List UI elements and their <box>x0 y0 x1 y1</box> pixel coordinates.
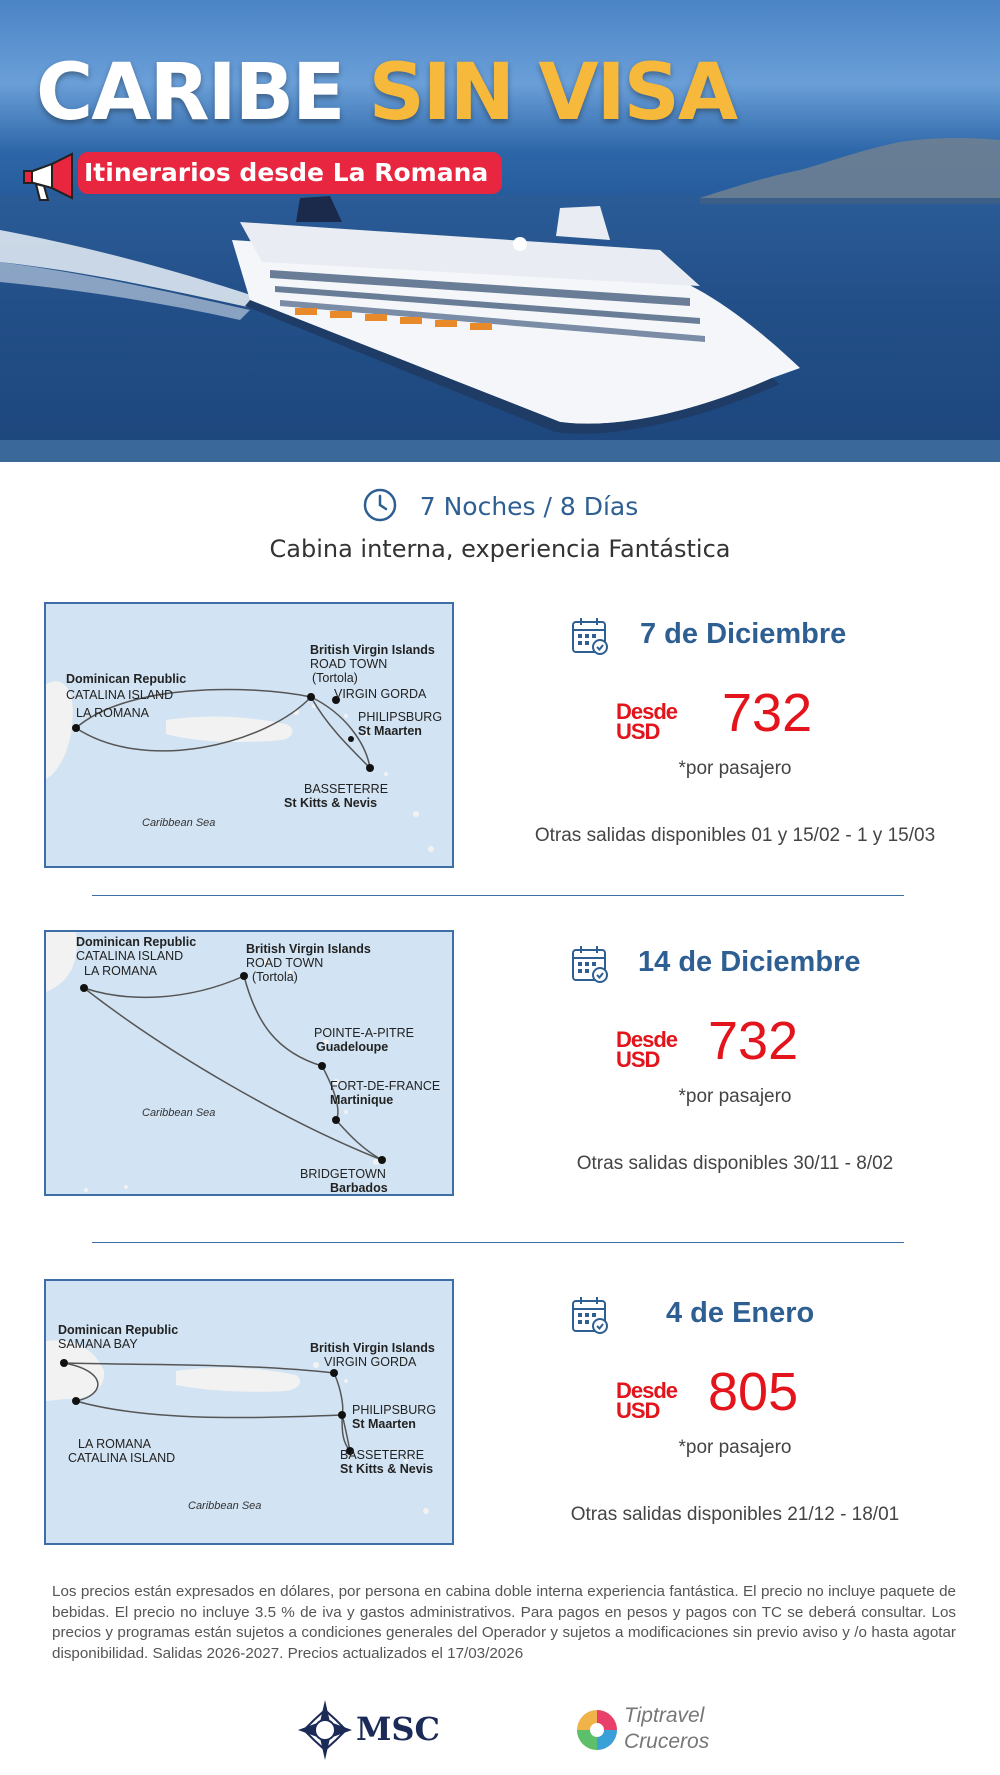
desde-label: Desde <box>616 699 678 724</box>
map2-label-fort-de-france: FORT-DE-FRANCE <box>330 1079 441 1093</box>
desde-label: Desde <box>616 1378 678 1403</box>
trip-1-other-departures: Otras salidas disponibles 01 y 15/02 - 1 y 15/03 <box>534 825 936 846</box>
trip-2-date-row <box>500 940 970 988</box>
map2-label-martinique: Martinique <box>330 1093 394 1107</box>
map1-label-la-romana: LA ROMANA <box>76 706 149 720</box>
itinerary-tagline-pill: Itinerarios desde La Romana <box>78 152 502 194</box>
map3-label-catalina-island: CATALINA ISLAND <box>68 1451 176 1465</box>
usd-label: USD <box>616 1047 660 1072</box>
map2-label-barbados: Barbados <box>330 1181 388 1195</box>
trip-1-desde-usd <box>616 699 678 744</box>
map1-label-st-kitts: St Kitts & Nevis <box>284 796 378 810</box>
calendar-icon <box>570 616 610 660</box>
section-divider <box>92 895 904 896</box>
map3-label-la-romana: LA ROMANA <box>78 1437 151 1451</box>
msc-logo <box>294 1698 442 1762</box>
map1-label-tortola: (Tortola) <box>312 671 358 685</box>
msc-logo-text: MSC <box>356 1710 440 1748</box>
map3-label-samana-bay: SAMANA BAY <box>58 1337 138 1351</box>
map1-label-dominican-republic: Dominican Republic <box>66 672 187 686</box>
map2-label-tortola: (Tortola) <box>252 970 298 984</box>
map1-label-basseterre: BASSETERRE <box>304 782 389 796</box>
duration-line <box>0 487 1000 529</box>
map1-label-road-town: ROAD TOWN <box>310 657 388 671</box>
trip-2-per-person: *por pasajero <box>678 1086 792 1107</box>
hero-banner <box>0 0 1000 462</box>
calendar-icon <box>570 944 610 988</box>
trip-2-date: 14 de Diciembre <box>638 946 861 978</box>
tiptravel-sub: Cruceros <box>624 1730 710 1753</box>
desde-label: Desde <box>616 1027 678 1052</box>
usd-label: USD <box>616 1398 660 1423</box>
tiptravel-swirl-icon <box>574 1707 620 1753</box>
duration-text: 7 Noches / 8 Días <box>419 492 639 521</box>
trip-2-other-departures: Otras salidas disponibles 30/11 - 8/02 <box>576 1153 894 1174</box>
trip-1-date-row <box>500 612 970 660</box>
map2-label-bvi: British Virgin Islands <box>246 942 371 956</box>
route-map-1 <box>44 602 454 868</box>
trip-2-desde-usd <box>616 1027 678 1072</box>
map2-label-road-town: ROAD TOWN <box>246 956 324 970</box>
map1-label-philipsburg: PHILIPSBURG <box>358 710 443 724</box>
cabin-type-text: Cabina interna, experiencia Fantástica <box>269 535 731 563</box>
map1-label-caribbean-sea: Caribbean Sea <box>142 817 216 829</box>
map2-label-guadeloupe: Guadeloupe <box>316 1040 389 1054</box>
trip-3-price: 805 <box>708 1362 799 1422</box>
hero-bottom-band <box>0 440 1000 462</box>
map3-label-philipsburg: PHILIPSBURG <box>352 1403 437 1417</box>
map3-label-basseterre: BASSETERRE <box>340 1448 425 1462</box>
trip-1-per-person: *por pasajero <box>678 758 792 779</box>
trip-3-desde-usd <box>616 1378 678 1423</box>
map1-label-virgin-gorda: VIRGIN GORDA <box>334 687 427 701</box>
map3-label-dominican-republic: Dominican Republic <box>58 1323 179 1337</box>
title-caribe: CARIBE <box>36 48 344 138</box>
map3-label-st-kitts: St Kitts & Nevis <box>340 1462 434 1476</box>
calendar-icon <box>570 1295 610 1339</box>
map2-label-bridgetown: BRIDGETOWN <box>300 1167 386 1181</box>
trip-3-per-person: *por pasajero <box>678 1437 792 1458</box>
map1-label-catalina-island: CATALINA ISLAND <box>66 688 174 702</box>
map2-label-caribbean-sea: Caribbean Sea <box>142 1107 216 1119</box>
msc-compass-icon <box>294 1698 356 1762</box>
trip-1-date: 7 de Diciembre <box>640 618 847 650</box>
route-map-3 <box>44 1279 454 1545</box>
clock-icon <box>362 487 398 529</box>
trip-3-date-row <box>500 1291 970 1339</box>
section-divider <box>92 1242 904 1243</box>
map3-label-bvi: British Virgin Islands <box>310 1341 435 1355</box>
map2-label-pointe-a-pitre: POINTE-A-PITRE <box>314 1026 415 1040</box>
tiptravel-logo <box>568 1698 718 1762</box>
trip-1-price: 732 <box>722 683 813 743</box>
map2-label-la-romana: LA ROMANA <box>84 964 157 978</box>
footer-logos <box>0 1698 1000 1762</box>
map1-label-st-maarten: St Maarten <box>358 724 422 738</box>
tiptravel-name: Tiptravel <box>624 1704 705 1727</box>
map2-label-dominican-republic: Dominican Republic <box>76 935 197 949</box>
route-map-2 <box>44 930 454 1196</box>
map2-label-catalina-island: CATALINA ISLAND <box>76 949 184 963</box>
map3-label-virgin-gorda: VIRGIN GORDA <box>324 1355 417 1369</box>
usd-label: USD <box>616 719 660 744</box>
price-disclaimer: Los precios están expresados en dólares, por persona en cabina doble interna experiencia fantástica. El precio no incluye paquete de bebidas. El precio no incluye 3.5 % de iva y gastos administrativos. Para pagos en pesos y pagos con TC se deberá consultar. Los precios y programas están sujetos a condiciones generales del Operador y sujetos a modificaciones sin previo aviso y /o hasta agotar disponibilidad. Salidas 2026-2027. Precios actualizados el 17/03/2026 <box>52 1583 956 1662</box>
megaphone-icon <box>22 150 82 206</box>
title-sin-visa: SIN VISA <box>368 48 737 138</box>
trip-3-other-departures: Otras salidas disponibles 21/12 - 18/01 <box>570 1504 900 1525</box>
map1-label-bvi: British Virgin Islands <box>310 643 435 657</box>
trip-2-price: 732 <box>708 1011 799 1071</box>
map3-label-caribbean-sea: Caribbean Sea <box>188 1500 262 1512</box>
map3-label-st-maarten: St Maarten <box>352 1417 416 1431</box>
trip-3-date: 4 de Enero <box>666 1297 815 1329</box>
page-title <box>36 48 736 138</box>
